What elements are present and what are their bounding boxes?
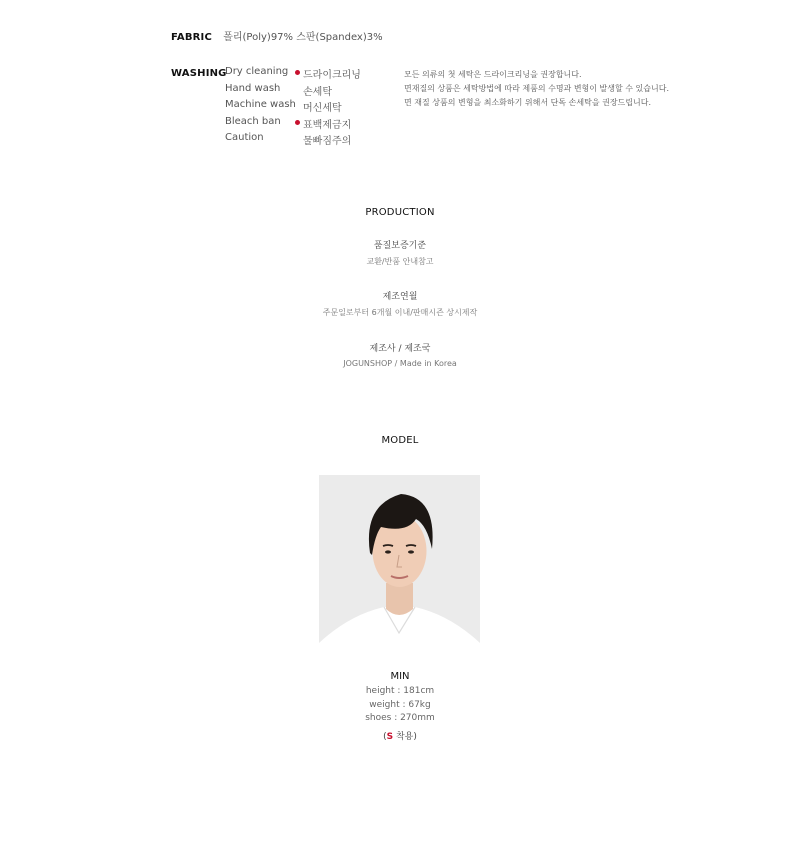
model-portrait-icon — [319, 475, 480, 664]
washing-item-en: Dry cleaning — [225, 66, 289, 77]
production-block-text: 주문일로부터 6개월 이내/판매시즌 상시제작 — [322, 308, 478, 317]
model-fit — [0, 729, 800, 742]
washing-note: 면 재질 상품의 변형을 최소화하기 위해서 단독 손세탁을 권장드립니다. — [404, 98, 651, 107]
model-fit-open: ( — [383, 731, 387, 742]
washing-note: 모든 의류의 첫 세탁은 드라이크리닝을 권장합니다. — [404, 70, 582, 79]
washing-item-en: Machine wash — [225, 99, 296, 111]
washing-item-en: Hand wash — [225, 82, 281, 94]
selected-dot-icon — [295, 120, 300, 125]
production-block-date — [0, 289, 800, 318]
model-info — [0, 671, 800, 742]
washing-note: 면재질의 상품은 세탁방법에 따라 제품의 수명과 변형이 발생할 수 있습니다. — [404, 84, 669, 93]
washing-item-en: Bleach ban — [225, 115, 281, 127]
production-block-maker — [0, 341, 800, 368]
fabric-row — [171, 28, 383, 43]
model-shoes: shoes : 270mm — [365, 713, 435, 723]
production-block-text: 교환/반품 안내참고 — [366, 257, 434, 266]
selected-dot-icon — [295, 70, 300, 75]
model-fit-size: S — [386, 731, 394, 742]
washing-item-ko: 표백제금지 — [303, 116, 351, 131]
washing-item-ko: 드라이크리닝 — [303, 66, 361, 81]
model-height: height : 181cm — [365, 686, 435, 696]
production-block-title: 품질보증기준 — [373, 241, 427, 251]
model-weight: weight : 67kg — [369, 699, 431, 710]
model-title: MODEL — [381, 435, 419, 446]
production-block-text: JOGUNSHOP / Made in Korea — [343, 359, 457, 368]
model-photo — [319, 475, 480, 664]
washing-label: WASHING — [171, 68, 227, 79]
production-block-title: 제조사 / 제조국 — [369, 344, 431, 354]
fabric-label: FABRIC — [171, 32, 213, 43]
washing-item-ko: 머신세탁 — [303, 103, 342, 115]
production-title: PRODUCTION — [365, 207, 435, 218]
washing-item-en: Caution — [225, 132, 264, 144]
model-fit-rest: 착용) — [393, 731, 417, 742]
production-block-title: 제조연월 — [382, 292, 418, 302]
production-block-quality — [0, 238, 800, 267]
washing-notes — [404, 68, 669, 110]
washing-item-ko: 물빠짐주의 — [303, 136, 352, 148]
washing-item-ko: 손세탁 — [303, 86, 332, 98]
model-name: MIN — [390, 671, 410, 682]
fabric-value: 폴리(Poly)97% 스판(Spandex)3% — [223, 32, 383, 43]
